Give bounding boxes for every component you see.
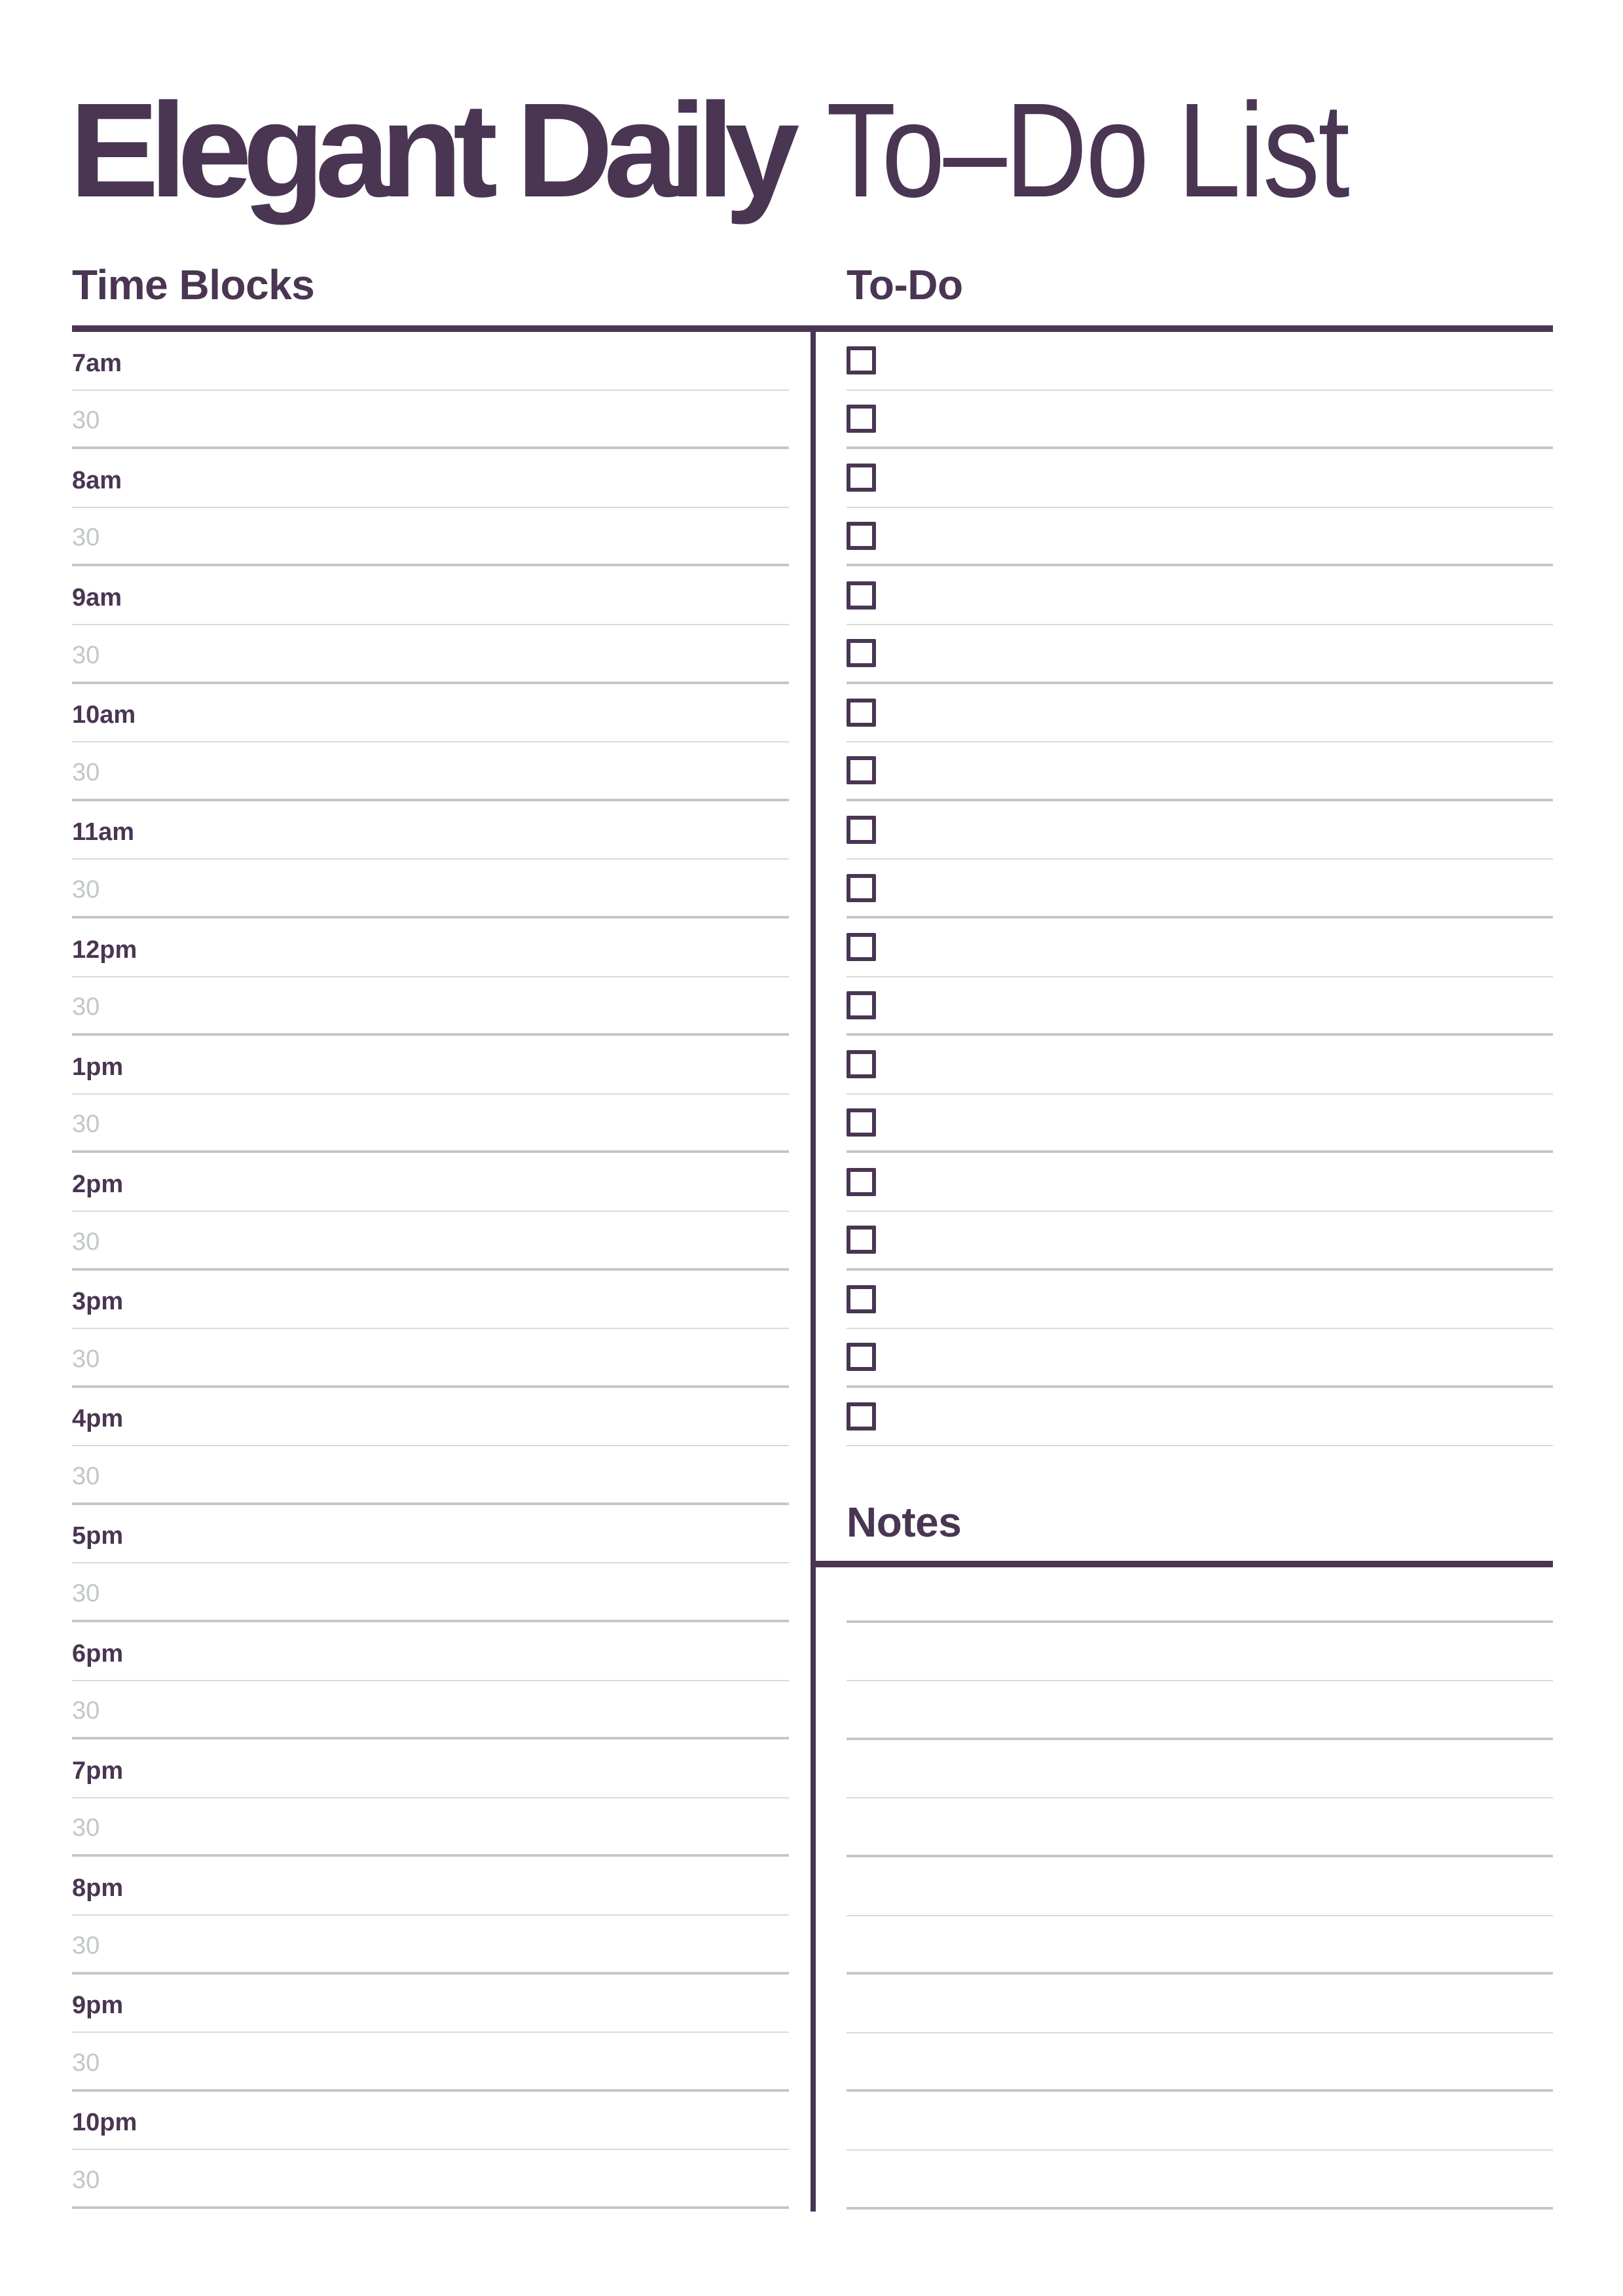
todo-checkbox[interactable] (847, 639, 876, 667)
time-row-label: 4pm (72, 1405, 124, 1433)
todo-checkbox[interactable] (847, 874, 876, 902)
time-row (72, 1271, 789, 1330)
todo-checkbox[interactable] (847, 522, 876, 550)
todo-checkbox[interactable] (847, 405, 876, 433)
time-row (72, 2033, 789, 2092)
todo-checkbox[interactable] (847, 1343, 876, 1371)
todo-row (847, 449, 1553, 508)
todo-row (847, 566, 1553, 625)
notes-line (847, 1857, 1553, 1916)
time-row (72, 1212, 789, 1271)
page-title (69, 75, 1440, 225)
todo-checkbox[interactable] (847, 1050, 876, 1078)
todo-row (847, 391, 1553, 450)
notes-line (847, 2092, 1553, 2151)
time-row-label: 30 (72, 1931, 100, 1959)
todo-row (847, 1036, 1553, 1095)
time-row-label: 30 (72, 875, 100, 903)
time-row-label: 30 (72, 524, 100, 552)
time-row (72, 1505, 789, 1564)
time-row-label: 30 (72, 1228, 100, 1256)
time-row-label: 12pm (72, 936, 137, 964)
time-row (72, 2092, 789, 2151)
todo-checkbox[interactable] (847, 346, 876, 374)
time-row-label: 9am (72, 583, 122, 611)
todo-checkbox[interactable] (847, 1226, 876, 1254)
time-row (72, 1857, 789, 1916)
time-row-label: 10am (72, 701, 136, 729)
page-title-emphasis: Elegant Daily (69, 75, 790, 225)
time-row-label: 2pm (72, 1170, 124, 1198)
time-row (72, 860, 789, 919)
time-row (72, 1975, 789, 2033)
todo-checkbox[interactable] (847, 1285, 876, 1313)
time-blocks-list (72, 332, 789, 2209)
time-row-label: 30 (72, 1462, 100, 1490)
todo-checkbox[interactable] (847, 933, 876, 961)
todo-checkbox[interactable] (847, 464, 876, 492)
time-blocks-heading-rule (72, 325, 811, 332)
time-row-label: 30 (72, 1580, 100, 1608)
todo-checkbox[interactable] (847, 816, 876, 844)
time-row (72, 332, 789, 391)
time-row-label: 3pm (72, 1288, 124, 1316)
todo-row (847, 1153, 1553, 1212)
todo-row (847, 801, 1553, 860)
notes-line (847, 1740, 1553, 1799)
time-row-label: 8am (72, 466, 122, 494)
time-row (72, 1681, 789, 1740)
time-row-label: 10pm (72, 2109, 137, 2137)
time-row-label: 30 (72, 993, 100, 1021)
page-title-secondary: To–Do List (826, 75, 1348, 225)
time-row-label: 8pm (72, 1874, 124, 1903)
todo-row (847, 684, 1553, 743)
time-row (72, 919, 789, 977)
notes-line (847, 2151, 1553, 2210)
todo-row (847, 1271, 1553, 1330)
time-row (72, 1916, 789, 1975)
todo-row (847, 332, 1553, 391)
time-row (72, 742, 789, 801)
time-row-label: 30 (72, 1697, 100, 1725)
time-row-label: 30 (72, 1110, 100, 1139)
todo-checkbox[interactable] (847, 991, 876, 1019)
time-row (72, 1740, 789, 1798)
time-row (72, 1095, 789, 1154)
notes-line (847, 1681, 1553, 1740)
time-row-label: 11am (72, 818, 135, 847)
time-row (72, 1622, 789, 1681)
notes-lines (847, 1564, 1553, 2210)
todo-row (847, 1095, 1553, 1154)
time-row-label: 30 (72, 2049, 100, 2077)
time-row-label: 7pm (72, 1757, 124, 1785)
time-blocks-heading: Time Blocks (72, 261, 315, 308)
todo-row (847, 625, 1553, 684)
time-row (72, 391, 789, 450)
time-row-label: 30 (72, 1345, 100, 1373)
time-row-label: 30 (72, 407, 100, 435)
time-row (72, 1388, 789, 1447)
todo-row (847, 977, 1553, 1036)
time-row (72, 1153, 789, 1212)
time-row-label: 9pm (72, 1992, 124, 2020)
todo-checkbox[interactable] (847, 1402, 876, 1430)
time-row (72, 1798, 789, 1857)
time-row (72, 977, 789, 1036)
time-row (72, 684, 789, 743)
notes-line (847, 1975, 1553, 2033)
time-row-label: 30 (72, 641, 100, 669)
time-row-label: 6pm (72, 1639, 124, 1667)
time-row (72, 449, 789, 508)
todo-row (847, 1212, 1553, 1271)
todo-heading: To-Do (847, 261, 963, 308)
time-row (72, 1446, 789, 1505)
time-row (72, 2150, 789, 2209)
time-row-label: 30 (72, 2166, 100, 2194)
todo-checkbox[interactable] (847, 1168, 876, 1196)
notes-heading: Notes (847, 1499, 962, 1546)
time-row (72, 566, 789, 625)
time-row (72, 1036, 789, 1095)
todo-row (847, 508, 1553, 567)
todo-row (847, 1388, 1553, 1447)
time-row (72, 1329, 789, 1388)
time-row-label: 30 (72, 758, 100, 786)
column-divider (811, 325, 816, 2212)
time-row (72, 801, 789, 860)
time-row-label: 30 (72, 1814, 100, 1842)
time-row (72, 625, 789, 684)
notes-line (847, 1623, 1553, 1682)
notes-line (847, 1564, 1553, 1623)
time-row-label: 5pm (72, 1522, 124, 1550)
todo-list (847, 332, 1553, 1446)
todo-checkbox[interactable] (847, 581, 876, 610)
time-row-label: 1pm (72, 1053, 124, 1081)
todo-checkbox[interactable] (847, 1108, 876, 1137)
notes-line (847, 2033, 1553, 2092)
todo-checkbox[interactable] (847, 756, 876, 784)
time-row (72, 1563, 789, 1622)
todo-checkbox[interactable] (847, 699, 876, 727)
notes-line (847, 1916, 1553, 1975)
todo-row (847, 860, 1553, 919)
time-row (72, 508, 789, 567)
todo-row (847, 742, 1553, 801)
todo-heading-rule (811, 325, 1553, 332)
todo-row (847, 919, 1553, 977)
todo-row (847, 1329, 1553, 1388)
time-row-label: 7am (72, 349, 122, 377)
notes-line (847, 1798, 1553, 1857)
